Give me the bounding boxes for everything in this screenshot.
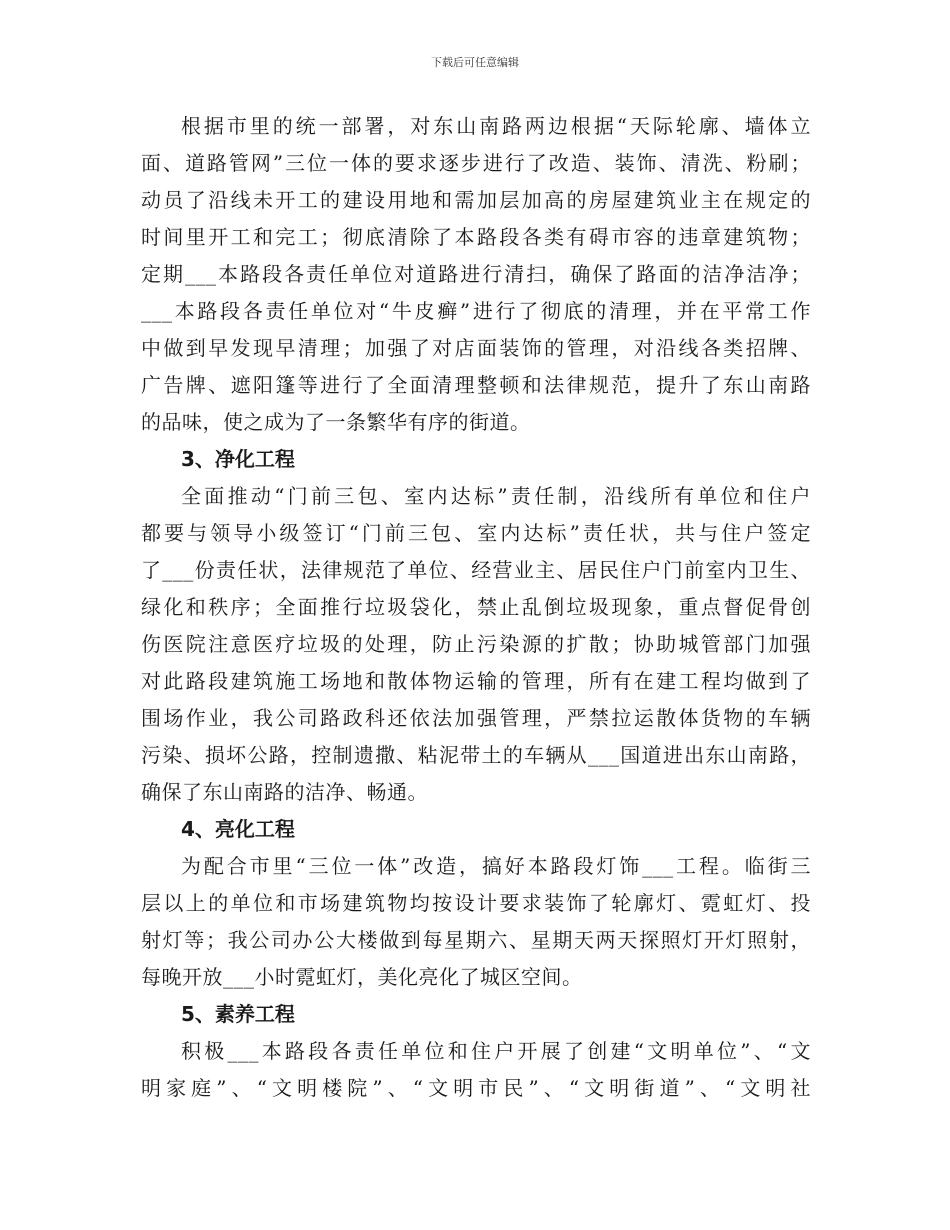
page-header-note: 下载后可任意编辑	[431, 56, 519, 69]
text-line: 全面推动“门前三包、室内达标”责任制，沿线所有单位和住户	[181, 484, 811, 508]
text-line: ___本路段各责任单位对“牛皮癣”进行了彻底的清理，并在平常工作	[141, 299, 811, 323]
section-heading-purification: 3、净化工程	[181, 447, 295, 471]
text-line: 污染、损坏公路，控制遗撒、粘泥带土的车辆从___国道进出东山南路，	[141, 743, 811, 767]
text-line: 中做到早发现早清理；加强了对店面装饰的管理，对沿线各类招牌、	[141, 336, 811, 360]
section-heading-lighting: 4、亮化工程	[181, 817, 295, 841]
text-line: 围场作业，我公司路政科还依法加强管理，严禁拉运散体货物的车辆	[141, 706, 811, 730]
text-line: 面、道路管网”三位一体的要求逐步进行了改造、装饰、清洗、粉刷；	[141, 151, 811, 175]
text-line: 对此路段建筑施工场地和散体物运输的管理，所有在建工程均做到了	[141, 669, 811, 693]
text-line: 根据市里的统一部署，对东山南路两边根据“天际轮廓、墙体立	[181, 114, 811, 138]
text-line: 广告牌、遮阳篷等进行了全面清理整顿和法律规范，提升了东山南路	[141, 373, 811, 397]
section-heading-cultivation: 5、素养工程	[181, 1002, 295, 1026]
paragraph-road-renovation	[141, 108, 811, 441]
paragraph-lighting	[141, 848, 811, 996]
document-body	[141, 108, 811, 1107]
text-line: 每晚开放___小时霓虹灯，美化亮化了城区空间。	[141, 965, 583, 989]
text-line: 定期___本路段各责任单位对道路进行清扫，确保了路面的洁净洁净；	[141, 262, 811, 286]
text-line: 确保了东山南路的洁净、畅通。	[141, 780, 428, 804]
text-line: 伤医院注意医疗垃圾的处理，防止污染源的扩散；协助城管部门加强	[141, 632, 811, 656]
text-line: 绿化和秩序；全面推行垃圾袋化，禁止乱倒垃圾现象，重点督促骨创	[141, 595, 811, 619]
text-line: 的品味，使之成为了一条繁华有序的街道。	[141, 410, 531, 434]
text-line: 了___份责任状，法律规范了单位、经营业主、居民住户门前室内卫生、	[141, 558, 811, 582]
text-line: 为配合市里“三位一体”改造，搞好本路段灯饰___工程。临街三	[181, 854, 811, 878]
text-line: 层以上的单位和市场建筑物均按设计要求装饰了轮廓灯、霓虹灯、投	[141, 891, 811, 915]
text-line: 都要与领导小级签订“门前三包、室内达标”责任状，共与住户签定	[141, 521, 811, 545]
paragraph-purification	[141, 478, 811, 811]
text-line: 射灯等；我公司办公大楼做到每星期六、星期天两天探照灯开灯照射，	[141, 928, 811, 952]
paragraph-cultivation	[141, 1033, 811, 1107]
text-line: 积极___本路段各责任单位和住户开展了创建“文明单位”、“文	[181, 1039, 811, 1063]
text-line: 明家庭”、“文明楼院”、“文明市民”、“文明街道”、“文明社	[141, 1076, 811, 1100]
text-line: 动员了沿线未开工的建设用地和需加层加高的房屋建筑业主在规定的	[141, 188, 811, 212]
text-line: 时间里开工和完工；彻底清除了本路段各类有碍市容的违章建筑物；	[141, 225, 811, 249]
